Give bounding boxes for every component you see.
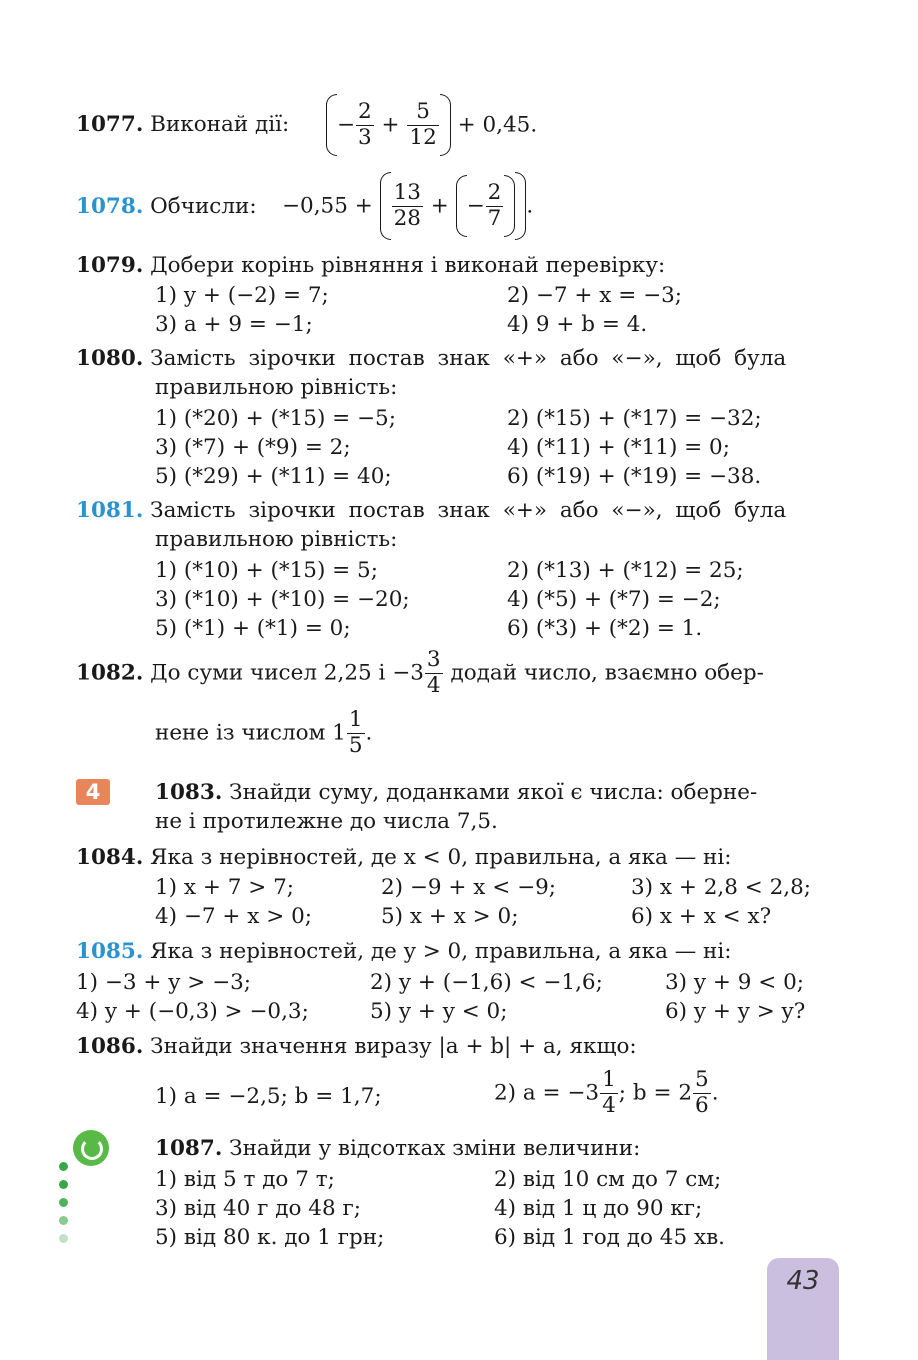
answer-item: 1) (*20) + (*15) = −5; <box>155 406 396 431</box>
exercise-text: Замість зірочки постав знак «+» або «−», щоб була <box>150 498 787 523</box>
fraction: $\frac{2}{7}$ <box>487 179 502 231</box>
answer-item: 5) (*29) + (*11) = 40; <box>155 464 392 489</box>
exercise-number: 1082. <box>76 660 144 686</box>
answer-item: 5) від 80 к. до 1 грн; <box>155 1225 385 1250</box>
exercise-text: Замість зірочки постав знак «+» або «−», щоб була <box>150 346 787 371</box>
expression-tail: + 0,45. <box>457 112 538 138</box>
exercise-1077 <box>76 112 289 137</box>
answer-item: 4) y + (−0,3) > −0,3; <box>76 999 309 1024</box>
answer-item: 3) a + 9 = −1; <box>155 312 313 337</box>
answer-item: 2) (*15) + (*17) = −32; <box>507 406 762 431</box>
exercise-text-line2: правильною рівність: <box>155 527 398 552</box>
fraction: $\frac{13}{28}$ <box>393 179 421 231</box>
left-paren <box>326 94 337 156</box>
answer-item-2 <box>494 1068 719 1118</box>
exercise-number: 1081. <box>76 498 144 523</box>
answer-item: 2) від 10 см до 7 см; <box>494 1167 722 1192</box>
answer-text: 2) a = −3 <box>494 1080 600 1106</box>
exercise-1079 <box>76 253 665 278</box>
fraction: $\frac{3}{4}$ <box>426 647 441 698</box>
exercise-1082 <box>76 648 764 698</box>
exercise-1080 <box>76 346 786 371</box>
exercise-text: Добери корінь рівняння і виконай перевірку: <box>150 253 666 278</box>
answer-text: . <box>711 1080 719 1106</box>
answer-item: 6) від 1 год до 45 хв. <box>494 1225 726 1250</box>
answer-item: 4) (*5) + (*7) = −2; <box>507 587 721 612</box>
answer-item: 4) 9 + b = 4. <box>507 312 648 337</box>
exercise-number: 1080. <box>76 346 144 371</box>
answer-item: 1) y + (−2) = 7; <box>155 283 329 308</box>
fraction: $\frac{5}{6}$ <box>695 1067 709 1118</box>
answer-item: 4) (*11) + (*11) = 0; <box>507 435 730 460</box>
answer-item: 3) (*7) + (*9) = 2; <box>155 435 351 460</box>
exercise-1087 <box>155 1136 640 1161</box>
answer-item: 5) y + y < 0; <box>370 999 508 1024</box>
answer-item: 5) (*1) + (*1) = 0; <box>155 616 351 641</box>
exercise-1082-line2 <box>155 708 372 758</box>
answer-item: 2) −9 + x < −9; <box>381 875 557 900</box>
answer-item: 6) x + x < x? <box>631 904 772 929</box>
expression-1078: −0,55 + $\frac{13}{28}$ + − $\frac{2}{7}$ . <box>282 172 533 240</box>
answer-item: 2) y + (−1,6) < −1,6; <box>370 970 603 995</box>
answer-item: 2) −7 + x = −3; <box>507 283 683 308</box>
fraction: $\frac{5}{12}$ <box>409 98 437 150</box>
exercise-text: Знайди у відсотках зміни величини: <box>229 1136 641 1161</box>
answer-item: 3) від 40 г до 48 г; <box>155 1196 361 1221</box>
exercise-text: Обчисли: <box>150 194 257 219</box>
page-number: 43 <box>786 1266 820 1296</box>
right-paren <box>515 172 526 240</box>
answer-item: 6) (*3) + (*2) = 1. <box>507 616 703 641</box>
answer-item: 1) від 5 т до 7 т; <box>155 1167 335 1192</box>
answer-item: 4) від 1 ц до 90 кг; <box>494 1196 703 1221</box>
answer-text: ; b = 2 <box>618 1080 692 1106</box>
progress-dot <box>59 1180 68 1189</box>
answer-item: 1) x + 7 > 7; <box>155 875 294 900</box>
exercise-text-line2: не і протилежне до числа 7,5. <box>155 809 498 834</box>
exercise-1085 <box>76 939 732 964</box>
exercise-number: 1077. <box>76 112 144 137</box>
exercise-1086 <box>76 1034 637 1059</box>
exercise-text: Знайди суму, доданками якої є числа: оберне- <box>229 780 758 805</box>
answer-item: 1) −3 + y > −3; <box>76 970 252 995</box>
level-badge: 4 <box>76 779 110 805</box>
exercise-text: Виконай дії: <box>150 112 290 137</box>
answer-item: 1) (*10) + (*15) = 5; <box>155 558 378 583</box>
fraction: $\frac{2}{3}$ <box>358 98 372 150</box>
exercise-number: 1087. <box>155 1136 223 1161</box>
exercise-1078 <box>76 194 257 219</box>
expression-lead: −0,55 + <box>282 193 373 219</box>
answer-item: 3) x + 2,8 < 2,8; <box>631 875 812 900</box>
exercise-text: До суми чисел 2,25 і −3 <box>150 660 424 686</box>
exercise-text: Знайди значення виразу |a + b| + a, якщо: <box>150 1034 637 1059</box>
progress-dot <box>59 1198 68 1207</box>
exercise-text: Яка з нерівностей, де y > 0, правильна, а яка — ні: <box>150 939 732 964</box>
expression-1077: − $\frac{2}{3}$ + $\frac{5}{12}$ + 0,45. <box>326 94 537 160</box>
exercise-text-line2: правильною рівність: <box>155 375 398 400</box>
fraction: $\frac{1}{5}$ <box>348 707 363 758</box>
exercise-1083 <box>155 780 757 805</box>
exercise-number: 1083. <box>155 780 223 805</box>
right-paren <box>440 94 451 156</box>
exercise-text: нене із числом 1 <box>155 720 346 746</box>
right-paren <box>504 175 515 237</box>
exercise-number: 1086. <box>76 1034 144 1059</box>
answer-item: 6) y + y > y? <box>665 999 806 1024</box>
exercise-1081 <box>76 498 786 523</box>
answer-item: 3) y + 9 < 0; <box>665 970 805 995</box>
exercise-1084 <box>76 845 731 870</box>
progress-dot <box>59 1234 68 1243</box>
answer-item: 4) −7 + x > 0; <box>155 904 313 929</box>
progress-dot <box>59 1216 68 1225</box>
answer-item: 2) (*13) + (*12) = 25; <box>507 558 744 583</box>
exercise-text: . <box>365 720 373 746</box>
exercise-number: 1085. <box>76 939 144 964</box>
answer-item: 5) x + x > 0; <box>381 904 519 929</box>
exercise-number: 1078. <box>76 194 144 219</box>
exercise-number: 1079. <box>76 253 144 278</box>
answer-item: 1) a = −2,5; b = 1,7; <box>155 1084 382 1109</box>
fraction: $\frac{1}{4}$ <box>602 1067 616 1118</box>
repeat-icon <box>73 1130 109 1166</box>
exercise-number: 1084. <box>76 845 144 870</box>
exercise-text: Яка з нерівностей, де x < 0, правильна, а яка — ні: <box>150 845 732 870</box>
progress-dot <box>59 1162 68 1171</box>
left-paren <box>456 175 467 237</box>
answer-item: 6) (*19) + (*19) = −38. <box>507 464 762 489</box>
answer-item: 3) (*10) + (*10) = −20; <box>155 587 410 612</box>
exercise-text: додай число, взаємно обер- <box>450 660 764 686</box>
left-paren <box>380 172 391 240</box>
